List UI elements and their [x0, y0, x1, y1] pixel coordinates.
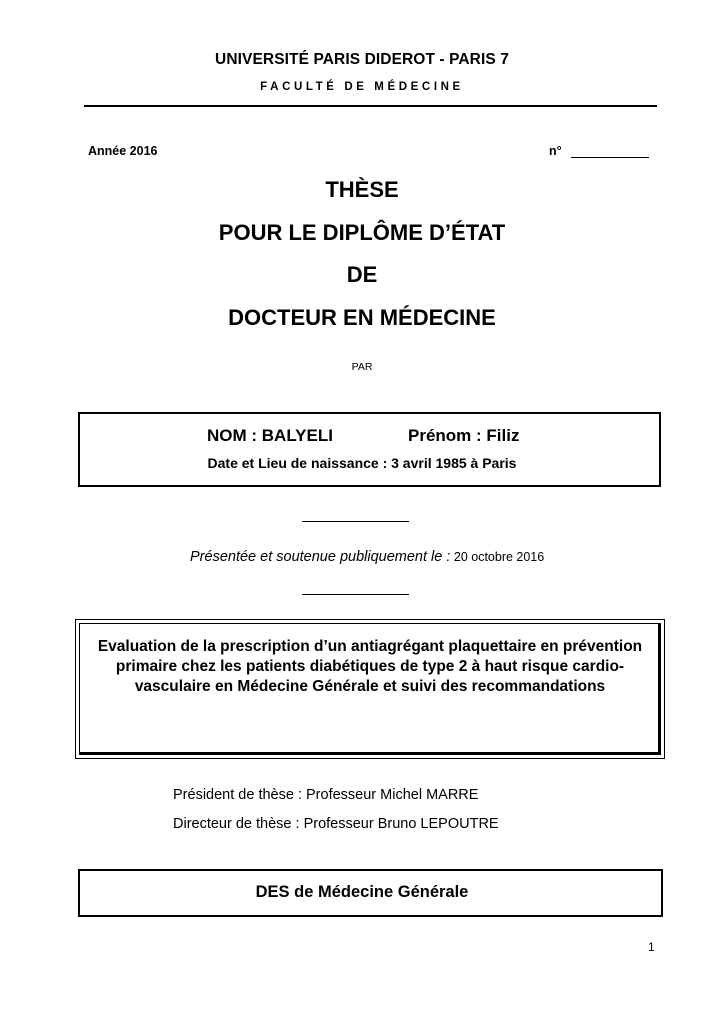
thesis-heading-line4: DOCTEUR EN MÉDECINE: [228, 305, 496, 330]
author-first-name: Prénom : Filiz: [408, 426, 520, 445]
faculty-name: FACULTÉ DE MÉDECINE: [260, 81, 464, 93]
jury-director: Directeur de thèse : Professeur Bruno LEPOUTRE: [173, 816, 499, 832]
program-name: DES de Médecine Générale: [255, 883, 469, 901]
author-birth: Date et Lieu de naissance : 3 avril 1985 à Paris: [207, 455, 517, 471]
thesis-heading-line1: THÈSE: [325, 177, 399, 202]
thesis-heading-line3: DE: [346, 262, 378, 287]
by-label: PAR: [351, 361, 373, 373]
thesis-title: Evaluation de la prescription d’un antiagrégant plaquettaire en prévention primaire chez les patients diabétiques de type 2 à haut risque cardio-vasculaire en Médecine Générale et suivi des recommandations: [97, 638, 643, 695]
separator-line: [302, 521, 409, 522]
author-name: NOM : BALYELI: [207, 426, 333, 445]
author-box: [78, 412, 661, 487]
year-label: Année 2016: [88, 144, 158, 158]
thesis-heading-line2: POUR LE DIPLÔME D’ÉTAT: [218, 220, 506, 245]
number-label: n°: [549, 144, 562, 158]
defense-date: 20 octobre 2016: [450, 550, 545, 564]
page-number: 1: [648, 940, 655, 954]
separator-line: [302, 594, 409, 595]
number-blank-line: [571, 157, 649, 158]
defense-label: Présentée et soutenue publiquement le :: [190, 549, 451, 565]
university-name: UNIVERSITÉ PARIS DIDEROT - PARIS 7: [215, 51, 509, 68]
jury-president: Président de thèse : Professeur Michel MARRE: [173, 787, 479, 803]
header-divider: [84, 105, 657, 107]
defense-statement: [190, 549, 544, 565]
